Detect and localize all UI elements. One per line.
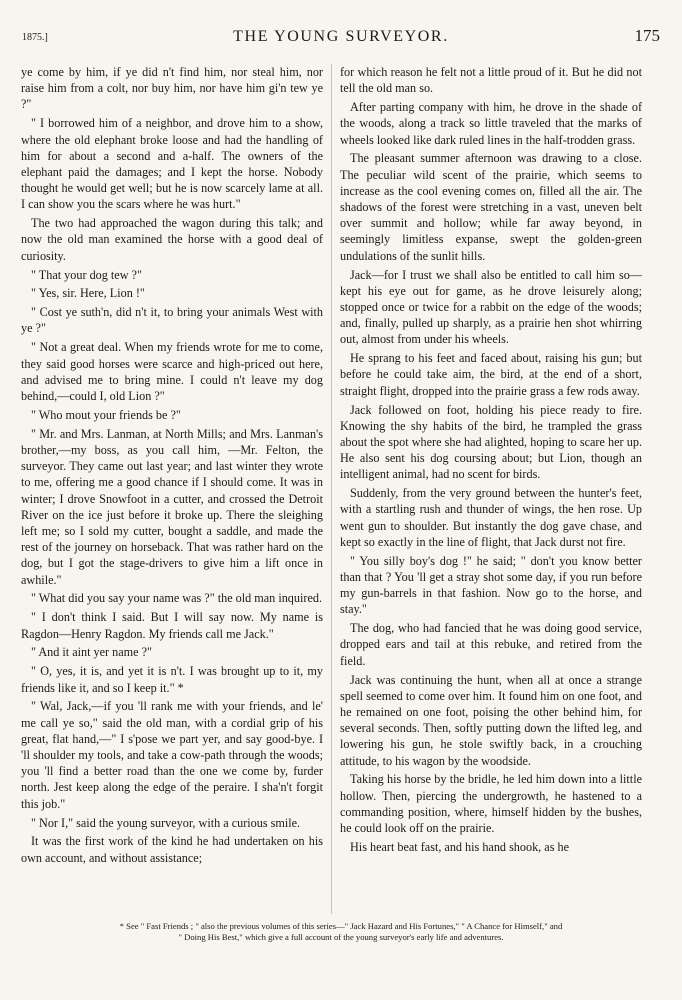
paragraph: " Not a great deal. When my friends wrote for me to come, they said good horses were scarce and high-priced out here, and advised me to bring mine. I could n't leave my dog behind,—could I, old Lion ?" xyxy=(21,340,323,403)
footnote xyxy=(32,921,650,943)
paragraph: " Who mout your friends be ?" xyxy=(31,407,181,422)
paragraph: His heart beat fast, and his hand shook, as he xyxy=(350,839,569,854)
column-divider xyxy=(331,64,332,914)
paragraph: " That your dog tew ?" xyxy=(31,267,142,282)
left-column xyxy=(21,64,323,869)
paragraph: He sprang to his feet and faced about, raising his gun; but before he could take aim, the bird, at the end of a short, straight flight, dropped into the prairie grass a few rods away. xyxy=(340,351,642,398)
paragraph: The dog, who had fancied that he was doing good service, dropped ears and tail at this rebuke, and retired from the field. xyxy=(340,621,642,668)
footnote-line: " Doing His Best," which give a full account of the young surveyor's early life and adventures. xyxy=(178,932,504,942)
paragraph: ye come by him, if ye did n't find him, nor steal him, nor raise him from a colt, nor buy him, nor have him gi'n tew ye ?" xyxy=(21,65,323,112)
paragraph: " And it aint yer name ?" xyxy=(31,645,152,660)
paragraph: Jack followed on foot, holding his piece ready to fire. Knowing the shy habits of the bird, he trampled the grass about the spot where she had alighted, hoping to scare her up. He also sent his dog coursing about; but Lion, though an intelligent animal, had no scent for birds. xyxy=(340,402,642,482)
paragraph: " Yes, sir. Here, Lion !" xyxy=(31,286,145,301)
paragraph: Jack—for I trust we shall also be entitled to call him so—kept his eye out for game, as he drove leisurely along; stopped once or twice for a rabbit on the edge of the woods; and, finally, pulled up sharply, as a prairie hen shot whirring out, almost from under his wheels. xyxy=(340,267,642,347)
paragraph: The two had approached the wagon during this talk; and now the old man examined the horse with a good deal of curiosity. xyxy=(21,216,323,263)
paragraph: " I don't think I said. But I will say now. My name is Ragdon—Henry Ragdon. My friends call me Jack." xyxy=(21,610,323,641)
paragraph: " What did you say your name was ?" the old man inquired. xyxy=(31,591,322,606)
paragraph: " Cost ye suth'n, did n't it, to bring your animals West with ye ?" xyxy=(21,305,323,336)
paragraph: " Nor I," said the young surveyor, with a curious smile. xyxy=(31,815,301,830)
header-title: THE YOUNG SURVEYOR. xyxy=(233,28,449,45)
paragraph: It was the first work of the kind he had undertaken on his own account, and without assistance; xyxy=(21,834,323,865)
page-number: 175 xyxy=(634,26,660,45)
paragraph: " You silly boy's dog !" he said; " don't you know better than that ? You 'll get a stray shot some day, if you run before my gun-barrels in that fashion. Now go to the horse, and stay." xyxy=(340,553,642,617)
paragraph: " Wal, Jack,—if you 'll rank me with your friends, and le' me call ye so," said the old man, with a cordial grip of his great, flat hand,—" I s'pose we part yer, and say good-bye. I 'll shoulder my tools, and take a cow-path through the woods; you 'll find a better road than the one we come by, furder north. Jest keep along the edge of the peraire. I sha'n't forgit this job." xyxy=(21,699,323,811)
header-year: 1875.] xyxy=(22,32,48,43)
running-header xyxy=(22,26,660,52)
paragraph: " O, yes, it is, and yet it is n't. I was brought up to it, my friends like it, and so I keep it." * xyxy=(21,664,323,695)
paragraph: After parting company with him, he drove in the shade of the woods, along a track so little traveled that the marks of wheels looked like dark ruled lines in the half-trodden grass. xyxy=(340,100,642,147)
paragraph: Jack was continuing the hunt, when all at once a strange spell seemed to come over him. It found him on one foot, and he remained on one foot, poising the other behind him, for several seconds. Then, softly putting down the lifted leg, and lowering his gun, he stole swiftly back, in a crouching attitude, to his wagon by the woodside. xyxy=(340,672,642,768)
paragraph: " Mr. and Mrs. Lanman, at North Mills; and Mrs. Lanman's brother,—my boss, as you call him, —Mr. Felton, the surveyor. They came out last year; and last winter they wrote to me, offering me a good chance if I should come. It was in winter; I drove Snowfoot in a cutter, and crossed the Detroit River on the ice just before it broke up. There the sleighing left me; so I sold my cutter, bought a saddle, and made the rest of the journey on horseback. That was rather hard on the dog, but I got the stage-drivers to give him a lift once in awhile." xyxy=(21,426,323,587)
right-column xyxy=(340,64,642,858)
paragraph: Taking his horse by the bridle, he led him down into a little hollow. Then, piercing the undergrowth, he hastened to a commanding position, where, himself hidden by the bushes, he could look off on the prairie. xyxy=(340,772,642,836)
paragraph: The pleasant summer afternoon was drawing to a close. The peculiar wild scent of the prairie, which seems to increase as the cool evening comes on, filled all the air. The shadows of the forest were stretching in a vast, uneven belt over summit and hollow; while far away beyond, in seemingly limitless expanse, swept the golden-green undulations of the sunlit hills. xyxy=(340,151,642,263)
paragraph: Suddenly, from the very ground between the hunter's feet, with a startling rush and thunder of wings, the hen rose. Up went gun to shoulder. But instantly the dog gave chase, and kept so exactly in the line of flight, that Jack durst not fire. xyxy=(340,486,642,549)
paragraph: " I borrowed him of a neighbor, and drove him to a show, where the old elephant broke loose and had the handling of him for about a second and a-half. The owners of the elephant paid the damages; and I kept the horse. Nobody thought he would get well; but he is now scarcely lame at all. I can show you the scars where he was hurt." xyxy=(21,116,323,212)
footnote-line: * See " Fast Friends ; " also the previous volumes of this series—" Jack Hazard and His Fortunes," " A Chance for Himself," and xyxy=(119,921,563,931)
paragraph: for which reason he felt not a little proud of it. But he did not tell the old man so. xyxy=(340,65,642,96)
